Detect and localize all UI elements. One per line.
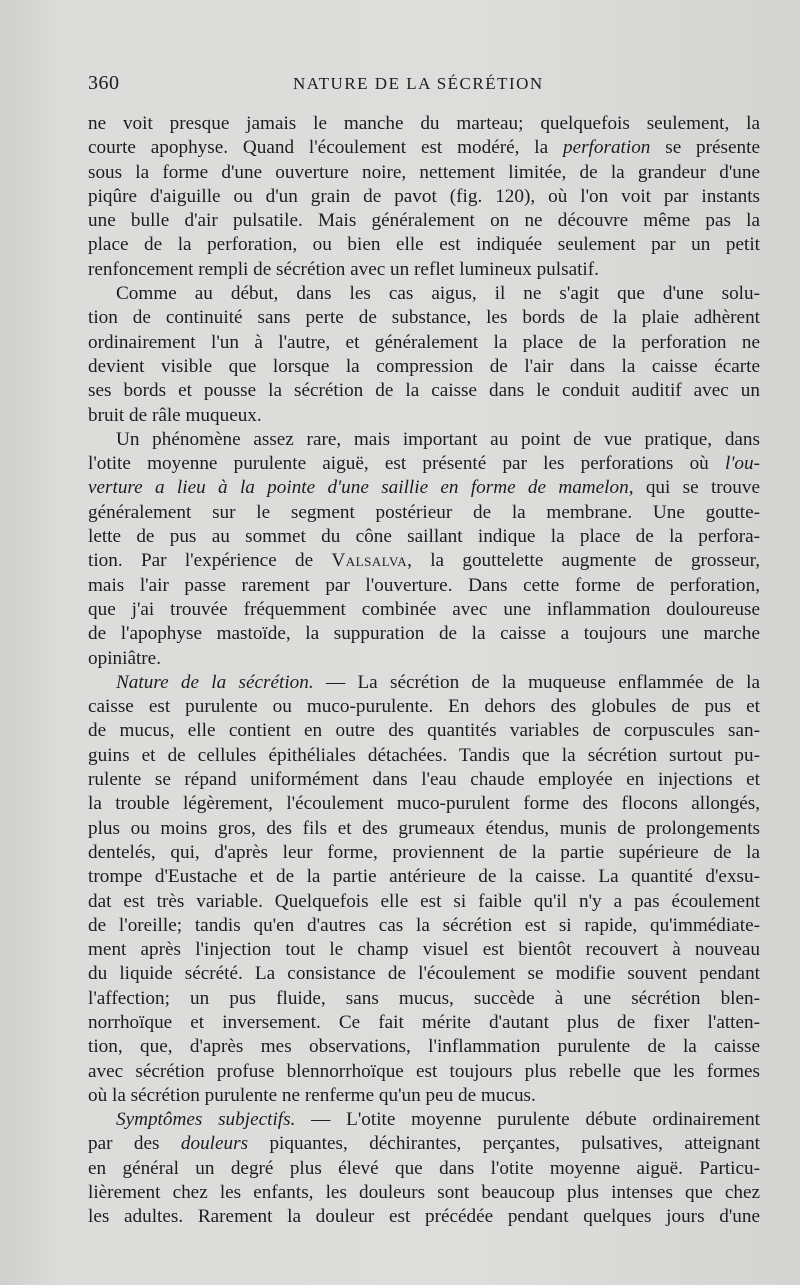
text-run: qui se trouve	[633, 477, 760, 499]
text-line	[88, 161, 760, 185]
text-line	[88, 622, 760, 646]
text-run: dat est très variable. Quelquefois elle est si faible qu'il n'y a pas écoulement	[88, 890, 760, 912]
text-line	[88, 476, 760, 500]
text-line	[88, 1157, 760, 1181]
text-run: plus ou moins gros, des fils et des grumeaux étendus, munis de prolongements	[88, 817, 760, 839]
text-line	[88, 233, 760, 257]
text-run: que j'ai trouvée fréquemment combinée avec une inflammation douloureuse	[88, 598, 760, 620]
paragraph	[88, 428, 760, 671]
italic-text: l'ou-	[724, 453, 760, 475]
text-line	[88, 1108, 760, 1132]
text-line	[88, 1132, 760, 1156]
text-line	[88, 768, 760, 792]
text-run: la trouble légèrement, l'écoulement muco-purulent forme des flocons allongés,	[88, 793, 760, 815]
text-run: norrhoïque et inversement. Ce fait mérite d'autant plus de fixer l'atten-	[88, 1011, 760, 1033]
text-run: l'affection; un pus fluide, sans mucus, succède à une sécrétion blen-	[88, 987, 760, 1009]
text-line	[88, 1181, 760, 1205]
paragraph	[88, 1108, 760, 1229]
italic-text: Symptômes subjectifs.	[116, 1109, 296, 1131]
text-line	[88, 962, 760, 986]
text-line	[88, 792, 760, 816]
text-line	[88, 938, 760, 962]
text-line	[88, 112, 760, 136]
text-run: mais l'air passe rarement par l'ouverture. Dans cette forme de perforation,	[88, 574, 760, 596]
text-run: une bulle d'air pulsatile. Mais généralement on ne découvre même pas la	[88, 210, 760, 232]
text-line	[88, 890, 760, 914]
text-run: , la gouttelette augmente de grosseur,	[407, 550, 760, 572]
text-line	[88, 1205, 760, 1229]
page-header	[88, 72, 758, 100]
text-run: piqûre d'aiguille ou d'un grain de pavot (fig. 120), où l'on voit par instants	[88, 185, 760, 207]
text-line	[88, 331, 760, 355]
text-run: devient visible que lorsque la compression de l'air dans la caisse écarte	[88, 355, 760, 377]
text-run: Un phénomène assez rare, mais important au point de vue pratique, dans	[116, 428, 760, 450]
text-line	[88, 136, 760, 160]
text-run: courte apophyse. Quand l'écoulement est modéré, la	[88, 137, 563, 159]
text-run: lette de pus au sommet du cône saillant indique la place de la perfora-	[88, 526, 760, 548]
text-run: dentelés, qui, d'après leur forme, proviennent de la partie supérieure de la	[88, 841, 760, 863]
text-run: se présente	[650, 137, 760, 159]
paragraph	[88, 282, 760, 428]
text-run: par des	[88, 1133, 181, 1155]
text-line	[88, 185, 760, 209]
text-run: tion de continuité sans perte de substance, les bords de la plaie adhèrent	[88, 307, 760, 329]
text-line	[88, 209, 760, 233]
text-line	[88, 1011, 760, 1035]
text-run: guins et de cellules épithéliales détachées. Tandis que la sécrétion surtout pu-	[88, 744, 760, 766]
text-line	[88, 452, 760, 476]
running-title: NATURE DE LA SÉCRÉTION	[293, 74, 544, 93]
text-run: tion, que, d'après mes observations, l'inflammation purulente de la caisse	[88, 1036, 760, 1058]
text-run: de mucus, elle contient en outre des quantités variables de corpuscules san-	[88, 720, 760, 742]
small-caps-name: Valsalva	[331, 550, 408, 572]
text-run: ses bords et pousse la sécrétion de la caisse dans le conduit auditif avec un	[88, 380, 760, 402]
text-run: tion. Par l'expérience de	[88, 550, 332, 572]
page-number: 360	[88, 72, 120, 94]
paragraph	[88, 112, 760, 282]
text-run: Comme au début, dans les cas aigus, il ne s'agit que d'une solu-	[116, 283, 760, 305]
text-run: ordinairement l'un à l'autre, et généralement la place de la perforation ne	[88, 331, 760, 353]
text-line	[88, 865, 760, 889]
text-run: trompe d'Eustache et de la partie antérieure de la caisse. La quantité d'exsu-	[88, 866, 760, 888]
text-run: ne voit presque jamais le manche du marteau; quelquefois seulement, la	[88, 113, 760, 134]
text-run: ment après l'injection tout le champ visuel est bientôt recouvert à nouveau	[88, 939, 760, 961]
text-run: généralement sur le segment postérieur de la membrane. Une goutte-	[88, 501, 760, 523]
text-line	[88, 744, 760, 768]
italic-text: perforation	[562, 137, 651, 159]
text-line	[88, 1035, 760, 1059]
text-line	[88, 987, 760, 1011]
text-line	[88, 258, 760, 282]
text-run: bruit de râle muqueux.	[88, 404, 262, 426]
text-line	[88, 1084, 760, 1108]
text-line	[88, 428, 760, 452]
text-run: avec sécrétion profuse blennorrhoïque est toujours plus rebelle que les formes	[88, 1060, 760, 1082]
text-run: l'otite moyenne purulente aiguë, est présenté par les perforations où	[88, 453, 725, 475]
text-run: de l'apophyse mastoïde, la suppuration de la caisse a toujours une marche	[88, 623, 760, 645]
text-line	[88, 549, 760, 573]
text-line	[88, 598, 760, 622]
text-line	[88, 574, 760, 598]
text-line	[88, 719, 760, 743]
text-run: — L'otite moyenne purulente débute ordinairement	[295, 1109, 760, 1131]
text-line	[88, 695, 760, 719]
text-line	[88, 841, 760, 865]
text-line	[88, 355, 760, 379]
italic-text: douleurs	[180, 1133, 249, 1155]
text-run: place de la perforation, ou bien elle est indiquée seulement par un petit	[88, 234, 760, 256]
text-run: renfoncement rempli de sécrétion avec un reflet lumineux pulsatif.	[88, 258, 599, 280]
text-line	[88, 306, 760, 330]
text-run: rulente se répand uniformément dans l'eau chaude employée en injections et	[88, 769, 760, 791]
text-run: lièrement chez les enfants, les douleurs sont beaucoup plus intenses que chez	[88, 1182, 760, 1204]
text-run: les adultes. Rarement la douleur est précédée pendant quelques jours d'une	[88, 1206, 760, 1228]
text-line	[88, 404, 760, 428]
text-run: sous la forme d'une ouverture noire, nettement limitée, de la grandeur d'une	[88, 161, 760, 183]
italic-text: Nature de la sécrétion.	[116, 671, 314, 693]
paragraph	[88, 671, 760, 1108]
text-line	[88, 817, 760, 841]
text-run: où la sécrétion purulente ne renferme qu'un peu de mucus.	[88, 1084, 536, 1106]
italic-text: verture a lieu à la pointe d'une saillie en forme de mamelon,	[88, 477, 634, 499]
text-line	[88, 647, 760, 671]
text-run: du liquide sécrété. La consistance de l'écoulement se modifie souvent pendant	[88, 963, 760, 985]
text-run: caisse est purulente ou muco-purulente. En dehors des globules de pus et	[88, 696, 760, 718]
text-run: — La sécrétion de la muqueuse enflammée de la	[313, 671, 760, 693]
text-line	[88, 501, 760, 525]
text-line	[88, 379, 760, 403]
text-run: de l'oreille; tandis qu'en d'autres cas la sécrétion est si rapide, qu'immédiate-	[88, 914, 760, 936]
text-line	[88, 671, 760, 695]
text-run: en général un degré plus élevé que dans l'otite moyenne aiguë. Particu-	[88, 1157, 760, 1179]
text-run: opiniâtre.	[88, 647, 161, 669]
body-text	[88, 112, 760, 1230]
text-line	[88, 525, 760, 549]
text-line	[88, 1060, 760, 1084]
text-line	[88, 282, 760, 306]
text-line	[88, 914, 760, 938]
text-run: piquantes, déchirantes, perçantes, pulsatives, atteignant	[248, 1133, 760, 1155]
